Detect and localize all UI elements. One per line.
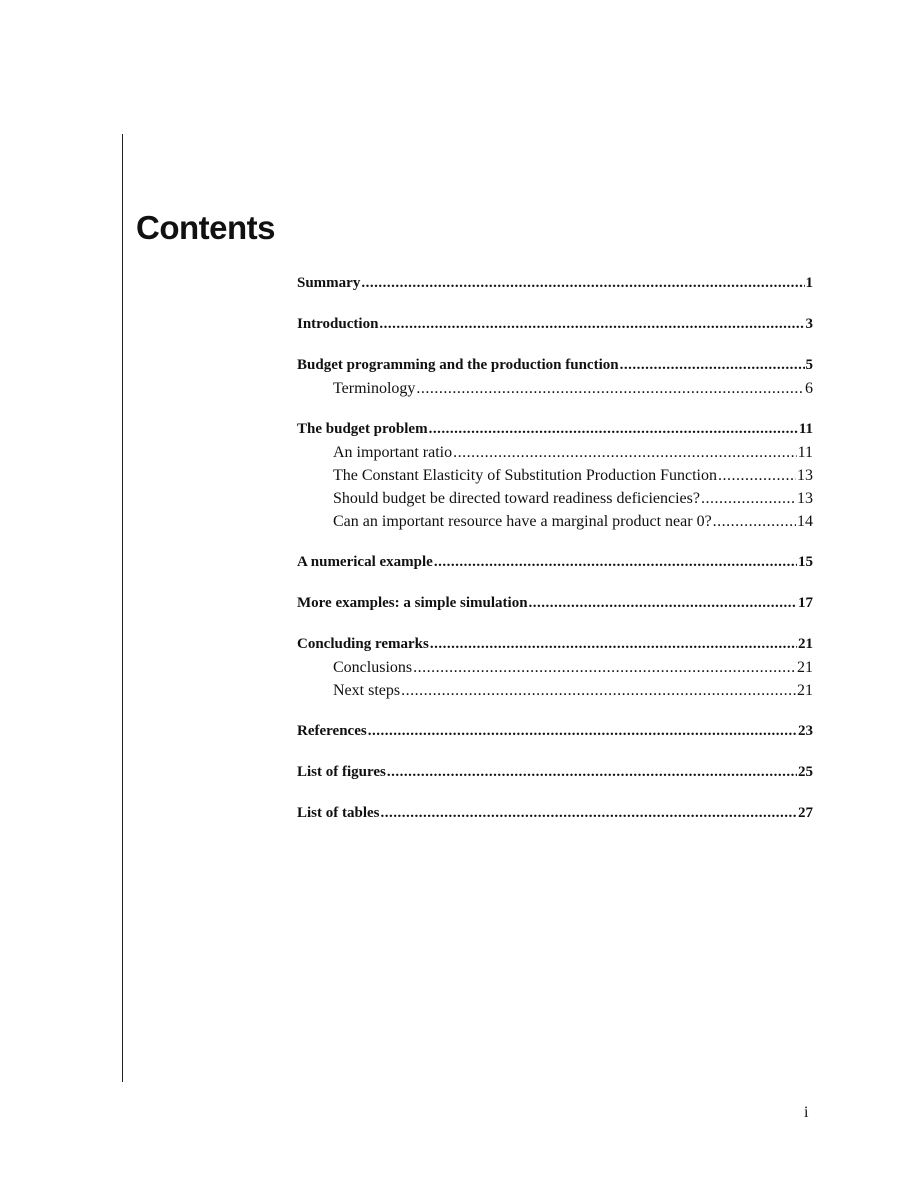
toc-entry-label: Budget programming and the production function	[297, 357, 619, 373]
toc-dot-leader	[361, 272, 804, 295]
toc-dot-leader	[713, 510, 796, 533]
toc-entry-page: 11	[797, 444, 813, 461]
margin-rule	[122, 134, 123, 1082]
toc-dot-leader	[368, 720, 797, 743]
table-of-contents	[297, 272, 813, 843]
toc-entry-subsection[interactable]	[297, 510, 813, 533]
toc-dot-leader	[529, 592, 797, 615]
toc-dot-leader	[413, 656, 796, 679]
toc-entry-page: 21	[797, 659, 813, 676]
toc-entry-section[interactable]	[297, 802, 813, 825]
toc-group	[297, 354, 813, 400]
toc-entry-section[interactable]	[297, 720, 813, 743]
toc-dot-leader	[701, 487, 796, 510]
toc-entry-section[interactable]	[297, 551, 813, 574]
toc-entry-section[interactable]	[297, 313, 813, 336]
toc-entry-page: 17	[798, 595, 813, 611]
toc-entry-label: Concluding remarks	[297, 636, 429, 652]
toc-dot-leader	[718, 464, 796, 487]
toc-entry-page: 15	[798, 554, 813, 570]
toc-group	[297, 720, 813, 743]
toc-entry-section[interactable]	[297, 272, 813, 295]
toc-group	[297, 551, 813, 574]
toc-entry-label: Next steps	[333, 682, 401, 699]
toc-entry-label: Conclusions	[333, 659, 413, 676]
toc-dot-leader	[620, 354, 805, 377]
toc-group	[297, 418, 813, 533]
toc-entry-label: References	[297, 723, 367, 739]
page-number: i	[804, 1104, 809, 1121]
toc-entry-section[interactable]	[297, 354, 813, 377]
toc-entry-label: Should budget be directed toward readiness deficiencies?	[333, 490, 700, 507]
toc-entry-page: 6	[805, 380, 813, 397]
toc-entry-label: Introduction	[297, 316, 379, 332]
toc-group	[297, 802, 813, 825]
toc-group	[297, 592, 813, 615]
toc-entry-page: 11	[798, 421, 813, 437]
toc-entry-page: 3	[805, 316, 813, 332]
toc-entry-page: 13	[797, 490, 813, 507]
toc-entry-subsection[interactable]	[297, 656, 813, 679]
toc-entry-page: 25	[798, 764, 813, 780]
toc-entry-page: 21	[798, 636, 813, 652]
toc-entry-section[interactable]	[297, 418, 813, 441]
toc-entry-label: More examples: a simple simulation	[297, 595, 528, 611]
toc-entry-label: Terminology	[333, 380, 416, 397]
toc-entry-label: The budget problem	[297, 421, 428, 437]
toc-dot-leader	[387, 761, 797, 784]
toc-dot-leader	[430, 633, 797, 656]
toc-entry-subsection[interactable]	[297, 441, 813, 464]
toc-entry-section[interactable]	[297, 761, 813, 784]
toc-entry-label: Summary	[297, 275, 361, 291]
toc-entry-label: List of tables	[297, 805, 380, 821]
toc-entry-subsection[interactable]	[297, 487, 813, 510]
toc-dot-leader	[416, 377, 804, 400]
toc-entry-section[interactable]	[297, 592, 813, 615]
toc-dot-leader	[434, 551, 797, 574]
toc-entry-section[interactable]	[297, 633, 813, 656]
toc-entry-page: 14	[797, 513, 813, 530]
toc-dot-leader	[453, 441, 797, 464]
toc-entry-page: 5	[805, 357, 813, 373]
toc-group	[297, 761, 813, 784]
toc-entry-page: 21	[797, 682, 813, 699]
toc-entry-label: List of figures	[297, 764, 386, 780]
toc-entry-page: 13	[797, 467, 813, 484]
toc-dot-leader	[379, 313, 804, 336]
toc-group	[297, 633, 813, 702]
toc-entry-label: An important ratio	[333, 444, 453, 461]
toc-entry-page: 27	[798, 805, 813, 821]
toc-entry-label: Can an important resource have a marginal product near 0?	[333, 513, 712, 530]
toc-entry-page: 1	[805, 275, 813, 291]
toc-dot-leader	[381, 802, 798, 825]
page-title: Contents	[136, 209, 275, 246]
toc-group	[297, 313, 813, 336]
toc-entry-label: The Constant Elasticity of Substitution Production Function	[333, 467, 717, 484]
toc-entry-page: 23	[798, 723, 813, 739]
toc-dot-leader	[401, 679, 796, 702]
toc-group	[297, 272, 813, 295]
toc-entry-subsection[interactable]	[297, 377, 813, 400]
toc-entry-subsection[interactable]	[297, 464, 813, 487]
toc-dot-leader	[429, 418, 798, 441]
toc-entry-subsection[interactable]	[297, 679, 813, 702]
toc-entry-label: A numerical example	[297, 554, 433, 570]
